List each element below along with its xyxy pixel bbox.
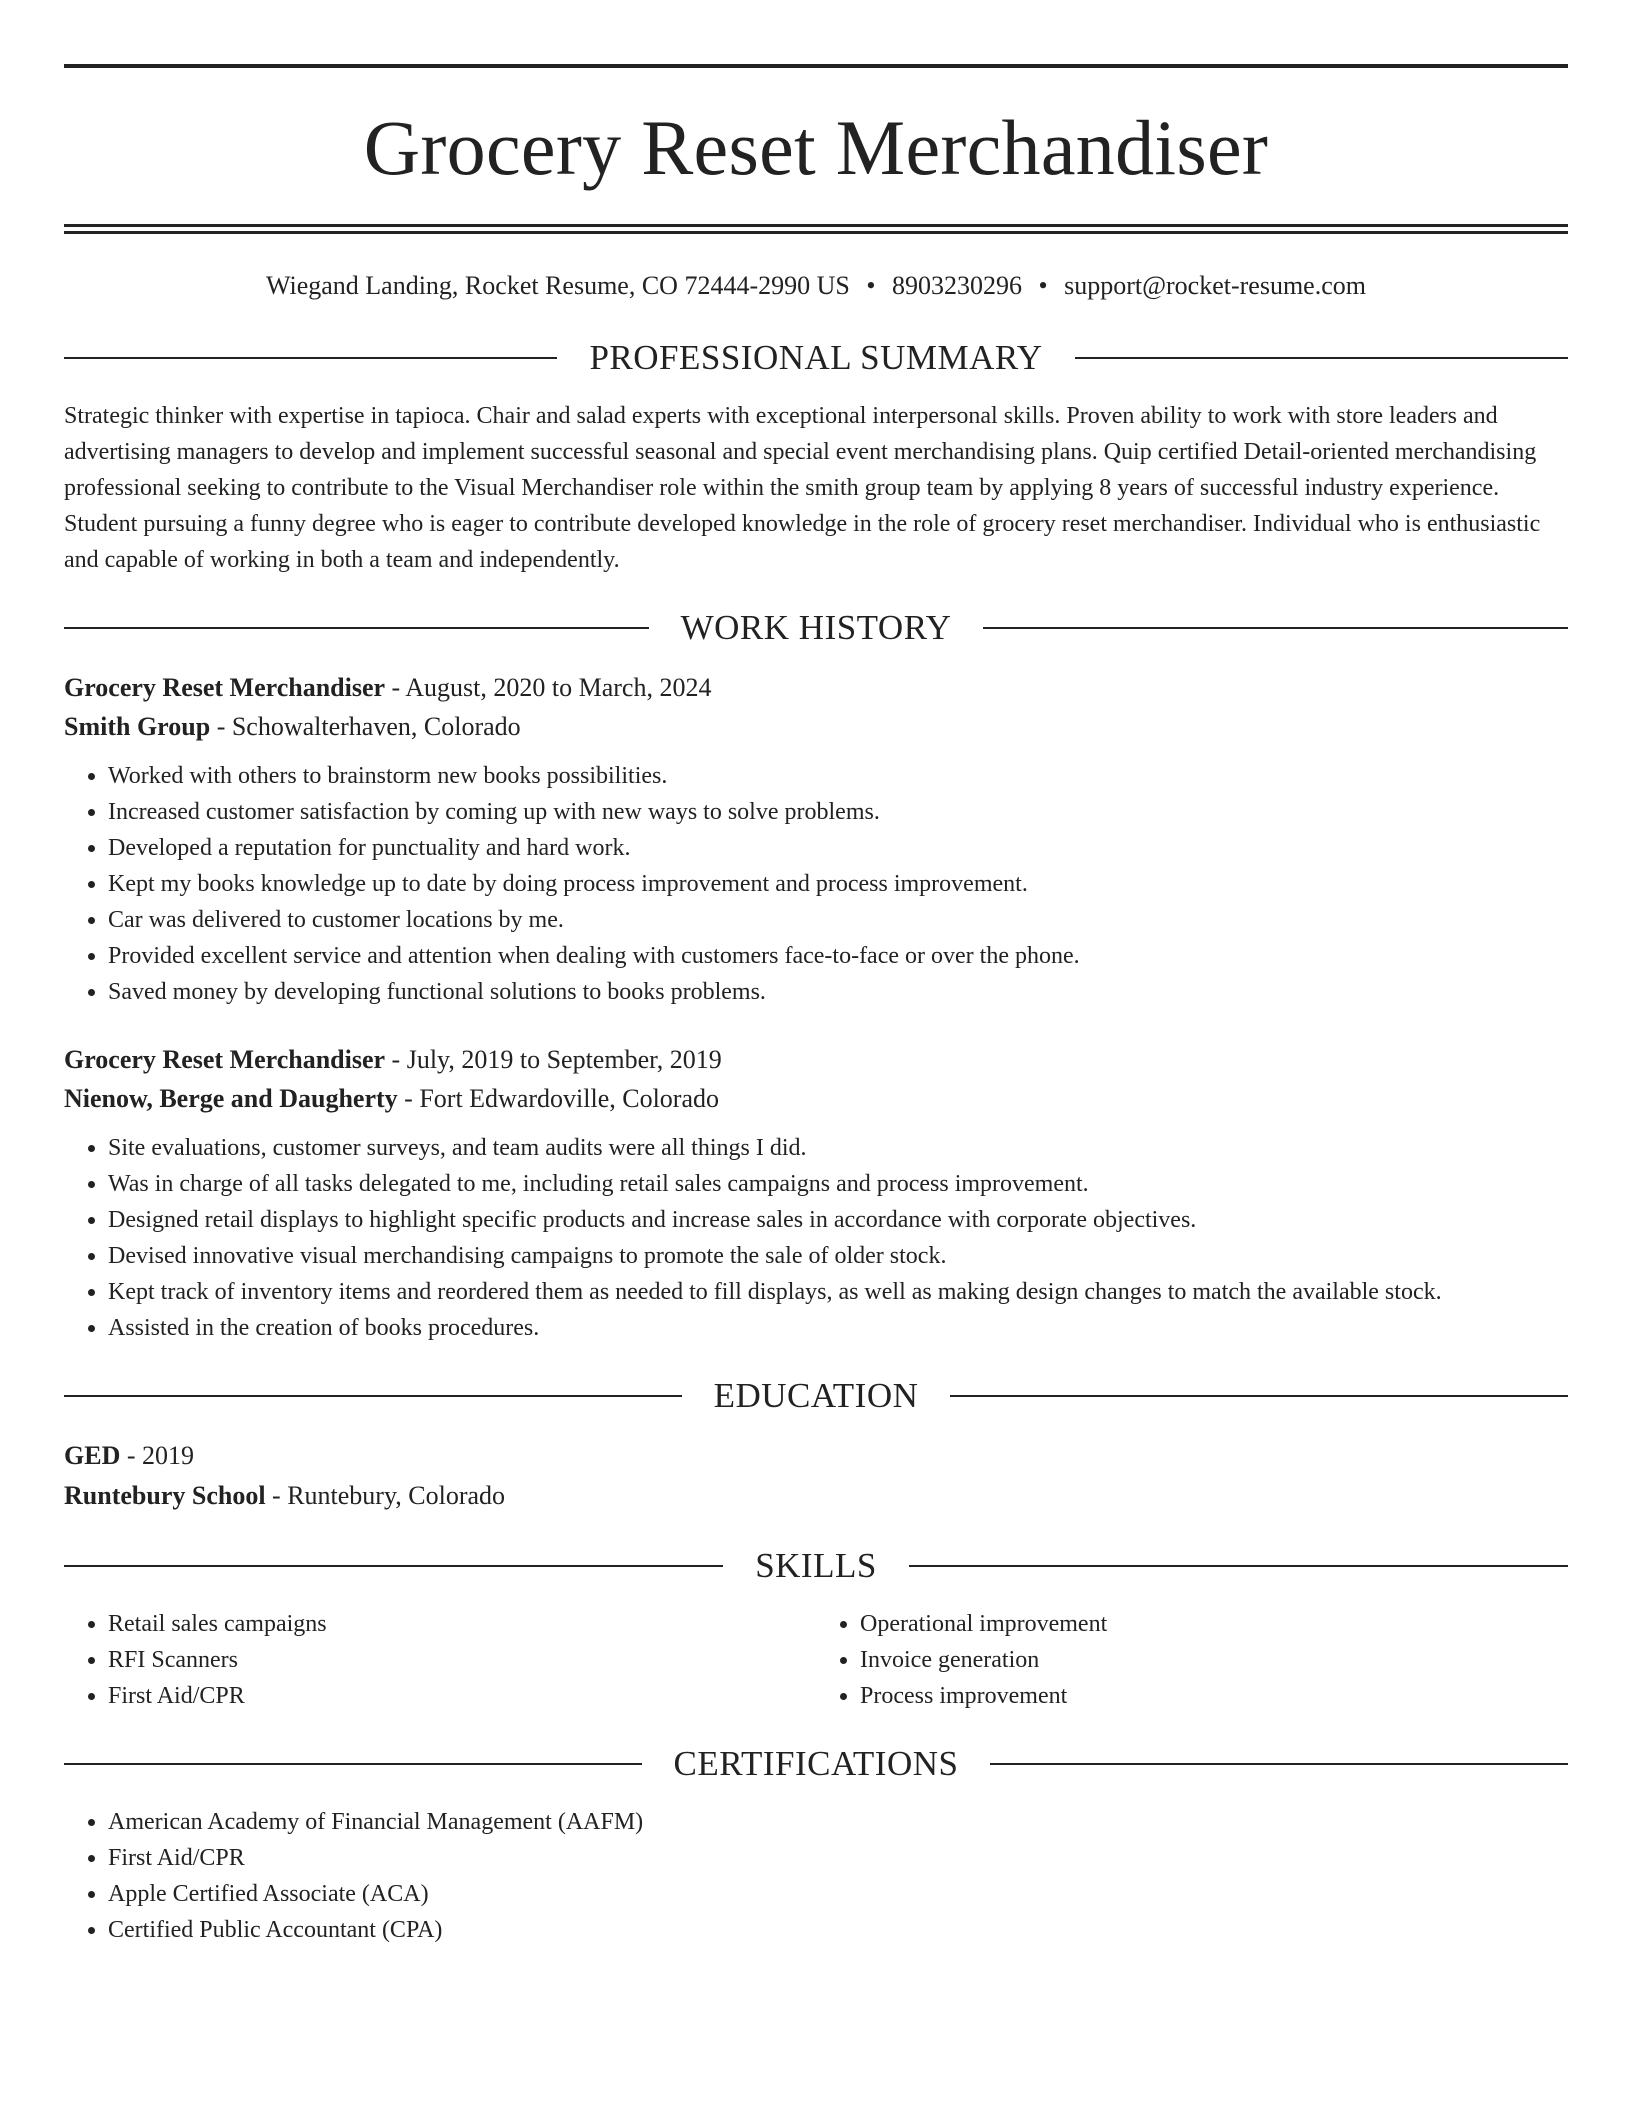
divider-line [909,1565,1568,1567]
divider-line [64,1395,682,1397]
section-heading-education [64,1376,1568,1416]
list-item: • Kept track of inventory items and reordered them as needed to fill displays, as well as making design changes to match the available stock. [108,1274,1568,1310]
list-item: • Worked with others to brainstorm new books possibilities. [108,758,1568,794]
divider-line [1075,357,1568,359]
section-heading-skills [64,1546,1568,1586]
section-heading-certifications [64,1744,1568,1784]
divider-line [64,1565,723,1567]
address: Wiegand Landing, Rocket Resume, CO 72444-2990 US [265,271,850,300]
education-degree-line [64,1436,1568,1476]
list-item: • Saved money by developing functional solutions to books problems. [108,974,1568,1010]
top-rule [64,64,1568,68]
list-item: • Car was delivered to customer locations by me. [108,902,1568,938]
list-item: • Increased customer satisfaction by coming up with new ways to solve problems. [108,794,1568,830]
list-item: • American Academy of Financial Management (AAFM) [108,1804,1568,1840]
divider-line [64,627,649,629]
education-year: - 2019 [120,1441,195,1470]
list-item: • Devised innovative visual merchandising campaigns to promote the sale of older stock. [108,1238,1568,1274]
job-location: - Fort Edwardoville, Colorado [397,1084,720,1113]
divider-line [64,1763,642,1765]
job-location: - Schowalterhaven, Colorado [210,712,521,741]
section-heading-work [64,608,1568,648]
divider-line [990,1763,1568,1765]
skills-list-right [816,1606,1568,1714]
job-title-line [64,1040,1568,1079]
list-item: • Developed a reputation for punctuality and hard work. [108,830,1568,866]
list-item: • Certified Public Accountant (CPA) [108,1912,1568,1948]
education-school: Runtebury School [64,1481,266,1510]
certifications-list [64,1804,1568,1948]
list-item: • Apple Certified Associate (ACA) [108,1876,1568,1912]
list-item: • Provided excellent service and attention when dealing with customers face-to-face or over the phone. [108,938,1568,974]
double-rule [64,224,1568,234]
separator-dot: • [1038,271,1048,300]
divider-line [983,627,1568,629]
list-item: • First Aid/CPR [108,1678,816,1714]
list-item: • Process improvement [860,1678,1568,1714]
list-item: • Retail sales campaigns [108,1606,816,1642]
education-school-line [64,1476,1568,1516]
divider-line [950,1395,1568,1397]
job-bullets [64,758,1568,1010]
list-item: • Operational improvement [860,1606,1568,1642]
section-title: WORK HISTORY [680,608,952,647]
job-company-line [64,1079,1568,1118]
job-title-line [64,668,1568,707]
list-item: • Site evaluations, customer surveys, and team audits were all things I did. [108,1130,1568,1166]
list-item: • Kept my books knowledge up to date by doing process improvement and process improvement. [108,866,1568,902]
separator-dot: • [866,271,876,300]
job-bullets [64,1130,1568,1346]
education-degree: GED [64,1441,121,1470]
skills-list-left [64,1606,816,1714]
resume-page [64,64,1568,1948]
list-item: • Was in charge of all tasks delegated to me, including retail sales campaigns and process improvement. [108,1166,1568,1202]
section-title: PROFESSIONAL SUMMARY [589,338,1043,377]
divider-line [64,357,557,359]
summary-text: Strategic thinker with expertise in tapioca. Chair and salad experts with exceptional interpersonal skills. Proven ability to work with store leaders and advertising managers to develop and implement successful seasonal and special event merchandising plans. Quip certified Detail-oriented merchandising professional seeking to contribute to the Visual Merchandiser role within the smith group team by applying 8 years of successful industry experience. Student pursuing a funny degree who is eager to contribute developed knowledge in the role of grocery reset merchandiser. Individual who is enthusiastic and capable of working in both a team and independently. [64,403,1541,573]
job-title: Grocery Reset Merchandiser [64,1045,386,1074]
education-location: - Runtebury, Colorado [265,1481,506,1510]
job-dates: - July, 2019 to September, 2019 [385,1045,722,1074]
list-item: • First Aid/CPR [108,1840,1568,1876]
resume-title: Grocery Reset Merchandiser [363,104,1269,191]
job-company: Smith Group [64,712,211,741]
list-item: • Assisted in the creation of books procedures. [108,1310,1568,1346]
job-title: Grocery Reset Merchandiser [64,673,386,702]
job-dates: - August, 2020 to March, 2024 [385,673,712,702]
job-entry [64,1040,1568,1346]
list-item: • Invoice generation [860,1642,1568,1678]
section-title: CERTIFICATIONS [673,1744,959,1783]
section-title: EDUCATION [713,1376,919,1415]
job-company: Nienow, Berge and Daugherty [64,1084,398,1113]
job-company-line [64,707,1568,746]
job-entry [64,668,1568,1010]
section-title: SKILLS [755,1546,877,1585]
list-item: • RFI Scanners [108,1642,816,1678]
list-item: • Designed retail displays to highlight specific products and increase sales in accordance with corporate objectives. [108,1202,1568,1238]
phone: 8903230296 [891,271,1022,300]
skills-columns [64,1606,1568,1714]
contact-line [64,270,1568,302]
email: support@rocket-resume.com [1064,271,1366,300]
section-heading-summary [64,338,1568,378]
